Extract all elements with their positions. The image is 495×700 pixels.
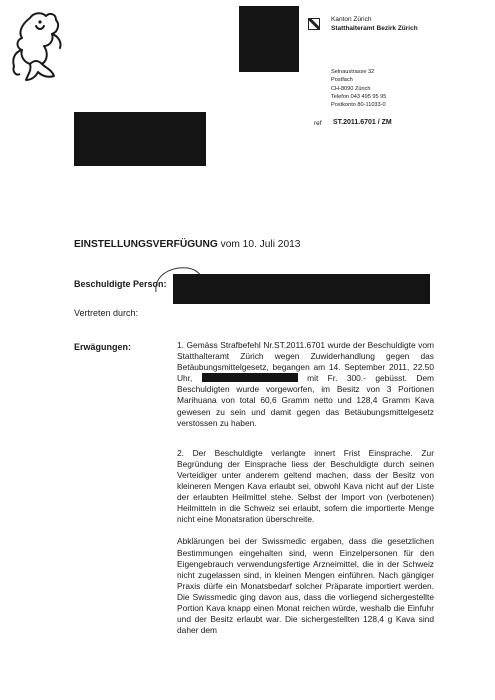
- document-title: [74, 239, 300, 250]
- represented-by-label: Vertreten durch:: [74, 308, 139, 318]
- redaction-block-header: [239, 6, 299, 72]
- reference-label: ref: [314, 120, 322, 127]
- accused-person-label: Beschuldigte Person:: [74, 279, 167, 289]
- address-block: [331, 68, 386, 109]
- office-header: [331, 15, 418, 33]
- address-line: Telefon 043 495 95 95: [331, 93, 387, 100]
- address-line: Selnaustrasse 32: [331, 69, 375, 75]
- redaction-inline: [202, 373, 298, 382]
- title-date: vom 10. Juli 2013: [217, 239, 301, 250]
- redaction-block-recipient: [74, 112, 206, 166]
- considerations-label: Erwägungen:: [74, 342, 132, 352]
- canton-name: Kanton Zürich: [331, 16, 372, 23]
- address-line: Postfach: [331, 77, 353, 84]
- office-name: Statthalteramt Bezirk Zürich: [331, 25, 418, 32]
- paragraph-2: 2. Der Beschuldigte verlangte innert Frist Einsprache. Zur Begründung der Einsprache liess der Beschuldigte durch seinen Verteidiger unter anderem geltend machen, dass der Besitz von kleineren Mengen Kava erlaubt sei, obwohl Kava nicht auf der Liste der erlaubten Heilmittel stehe. Selbst der Import von (verbotenen) Heilmitteln in die Schweiz sei erlaubt, sofern die importierte Menge nicht eine Monatsration überschreite.: [177, 447, 434, 525]
- zurich-lion-logo: [8, 6, 68, 86]
- reference-number: ST.2011.6701 / ZM: [333, 119, 392, 126]
- paragraph-3: Abklärungen bei der Swissmedic ergaben, dass die gesetzlichen Bestimmungen eingehalten sind, wenn Einzelpersonen für den Eigengebrauch verwendungsfertige Arzneimittel, die in der Schweiz nicht zugelassen sind, in kleinen Mengen einführen. Nach gängiger Praxis dürfe ein Monatsbedarf solcher Präparate importiert werden. Die Swissmedic ging davon aus, dass die vorliegend sichergestellte Portion Kava knapp einen Monat reichen würde, weshalb die Einfuhr und der Besitz erlaubt war. Die sichergestellten 128,4 g Kava sind daher dem: [177, 536, 434, 636]
- title-main: EINSTELLUNGSVERFÜGUNG: [74, 239, 218, 250]
- redaction-block-accused: [173, 274, 430, 304]
- address-line: Postkonto 80-11033-0: [331, 102, 386, 109]
- paragraph-1: 1. Gemäss Strafbefehl Nr.ST.2011.6701 wurde der Beschuldigte vom Statthalteramt Zürich wegen Zuwiderhandlung gegen das Betäubungsmittelgesetz, begangen am 14. September 2011, 22.50 Uhr, mit Fr. 300.- gebüsst. Dem Beschuldigten wurde vorgeworfen, im Besitz von 3 Portionen Marihuana von total 60,6 Gramm netto und 128,4 Gramm Kava gewesen zu sein und damit gegen das Betäubungsmittelgesetz verstossen zu haben.: [177, 340, 435, 428]
- kanton-logo-icon: [308, 18, 320, 30]
- considerations-text: [177, 340, 434, 636]
- address-line: CH-8090 Zürich: [331, 85, 371, 92]
